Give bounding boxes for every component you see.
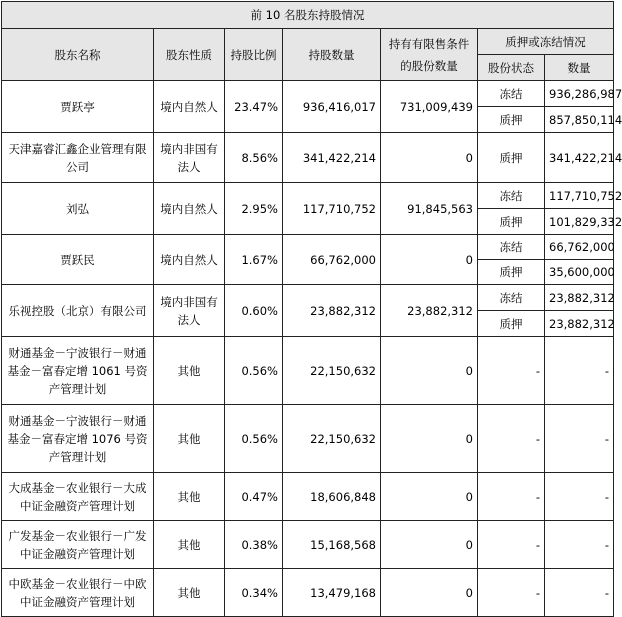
table-row bbox=[2, 569, 614, 617]
shareholder-table bbox=[1, 1, 622, 617]
header-name: 股东名称 bbox=[2, 29, 154, 81]
pledge-status: 质押 bbox=[478, 260, 545, 285]
restricted-amount: 0 bbox=[381, 133, 478, 183]
restricted-amount: 0 bbox=[381, 569, 478, 617]
header-restricted: 持有有限售条件的股份数量 bbox=[381, 29, 478, 81]
header-ratio: 持股比例 bbox=[225, 29, 283, 81]
shareholder-nature: 其他 bbox=[154, 473, 225, 521]
holding-amount: 936,416,017 bbox=[283, 81, 381, 133]
holding-ratio: 8.56% bbox=[225, 133, 283, 183]
pledge-status: - bbox=[478, 569, 545, 617]
holding-amount: 117,710,752 bbox=[283, 183, 381, 235]
header-amount: 持股数量 bbox=[283, 29, 381, 81]
shareholder-nature: 其他 bbox=[154, 405, 225, 473]
pledge-status: 冻结 bbox=[478, 235, 545, 260]
pledge-count: 101,829,332 bbox=[545, 209, 614, 235]
shareholder-name: 贾跃民 bbox=[2, 235, 154, 285]
holding-ratio: 0.56% bbox=[225, 405, 283, 473]
pledge-status: - bbox=[478, 521, 545, 569]
shareholder-name: 广发基金－农业银行－广发中证金融资产管理计划 bbox=[2, 521, 154, 569]
restricted-amount: 0 bbox=[381, 521, 478, 569]
pledge-count: 857,850,114 bbox=[545, 107, 614, 133]
shareholder-name: 财通基金－宁波银行－财通基金－富春定增 1061 号资产管理计划 bbox=[2, 337, 154, 405]
pledge-status: 质押 bbox=[478, 133, 545, 183]
shareholder-name: 财通基金－宁波银行－财通基金－富春定增 1076 号资产管理计划 bbox=[2, 405, 154, 473]
holding-ratio: 2.95% bbox=[225, 183, 283, 235]
restricted-amount: 23,882,312 bbox=[381, 285, 478, 337]
table-row bbox=[2, 235, 614, 260]
header-pledge-group: 质押或冻结情况 bbox=[478, 29, 614, 55]
pledge-count: - bbox=[545, 569, 614, 617]
pledge-status: - bbox=[478, 473, 545, 521]
table-row bbox=[2, 473, 614, 521]
pledge-status: 冻结 bbox=[478, 183, 545, 209]
holding-ratio: 0.38% bbox=[225, 521, 283, 569]
shareholder-nature: 境内自然人 bbox=[154, 183, 225, 235]
shareholder-name: 乐视控股（北京）有限公司 bbox=[2, 285, 154, 337]
holding-amount: 22,150,632 bbox=[283, 405, 381, 473]
holding-amount: 66,762,000 bbox=[283, 235, 381, 285]
header-status: 股份状态 bbox=[478, 55, 545, 81]
header-nature: 股东性质 bbox=[154, 29, 225, 81]
holding-ratio: 0.56% bbox=[225, 337, 283, 405]
pledge-status: 质押 bbox=[478, 209, 545, 235]
pledge-status: 质押 bbox=[478, 107, 545, 133]
shareholder-name: 中欧基金－农业银行－中欧中证金融资产管理计划 bbox=[2, 569, 154, 617]
holding-amount: 341,422,214 bbox=[283, 133, 381, 183]
shareholder-nature: 境内自然人 bbox=[154, 235, 225, 285]
table-row bbox=[2, 405, 614, 473]
pledge-count: 66,762,000 bbox=[545, 235, 614, 260]
pledge-status: 冻结 bbox=[478, 285, 545, 311]
pledge-count: - bbox=[545, 337, 614, 405]
table-title: 前 10 名股东持股情况 bbox=[2, 2, 614, 29]
restricted-amount: 91,845,563 bbox=[381, 183, 478, 235]
header-count: 数量 bbox=[545, 55, 614, 81]
pledge-count: 35,600,000 bbox=[545, 260, 614, 285]
holding-ratio: 0.60% bbox=[225, 285, 283, 337]
restricted-amount: 731,009,439 bbox=[381, 81, 478, 133]
holding-ratio: 1.67% bbox=[225, 235, 283, 285]
header-row-1 bbox=[2, 29, 614, 55]
table-row bbox=[2, 285, 614, 311]
holding-amount: 15,168,568 bbox=[283, 521, 381, 569]
holding-amount: 13,479,168 bbox=[283, 569, 381, 617]
pledge-count: 341,422,214 bbox=[545, 133, 614, 183]
shareholder-nature: 境内非国有法人 bbox=[154, 133, 225, 183]
table-row bbox=[2, 183, 614, 209]
pledge-count: - bbox=[545, 521, 614, 569]
shareholder-nature: 其他 bbox=[154, 521, 225, 569]
table-row bbox=[2, 133, 614, 183]
restricted-amount: 0 bbox=[381, 235, 478, 285]
holding-ratio: 0.34% bbox=[225, 569, 283, 617]
pledge-count: 117,710,752 bbox=[545, 183, 614, 209]
holding-amount: 22,150,632 bbox=[283, 337, 381, 405]
restricted-amount: 0 bbox=[381, 337, 478, 405]
pledge-status: - bbox=[478, 337, 545, 405]
shareholder-nature: 境内非国有法人 bbox=[154, 285, 225, 337]
pledge-count: 23,882,312 bbox=[545, 285, 614, 311]
table-row bbox=[2, 337, 614, 405]
holding-ratio: 23.47% bbox=[225, 81, 283, 133]
holding-ratio: 0.47% bbox=[225, 473, 283, 521]
pledge-status: 质押 bbox=[478, 311, 545, 337]
shareholder-name: 刘弘 bbox=[2, 183, 154, 235]
restricted-amount: 0 bbox=[381, 405, 478, 473]
shareholder-name: 大成基金－农业银行－大成中证金融资产管理计划 bbox=[2, 473, 154, 521]
table-title-row bbox=[2, 2, 614, 29]
pledge-count: - bbox=[545, 473, 614, 521]
shareholder-nature: 其他 bbox=[154, 569, 225, 617]
table-row bbox=[2, 521, 614, 569]
table-row bbox=[2, 81, 614, 107]
pledge-status: - bbox=[478, 405, 545, 473]
pledge-count: - bbox=[545, 405, 614, 473]
restricted-amount: 0 bbox=[381, 473, 478, 521]
holding-amount: 23,882,312 bbox=[283, 285, 381, 337]
pledge-status: 冻结 bbox=[478, 81, 545, 107]
pledge-count: 23,882,312 bbox=[545, 311, 614, 337]
holding-amount: 18,606,848 bbox=[283, 473, 381, 521]
shareholder-nature: 其他 bbox=[154, 337, 225, 405]
shareholder-name: 贾跃亭 bbox=[2, 81, 154, 133]
shareholder-nature: 境内自然人 bbox=[154, 81, 225, 133]
pledge-count: 936,286,987 bbox=[545, 81, 614, 107]
shareholder-name: 天津嘉睿汇鑫企业管理有限公司 bbox=[2, 133, 154, 183]
